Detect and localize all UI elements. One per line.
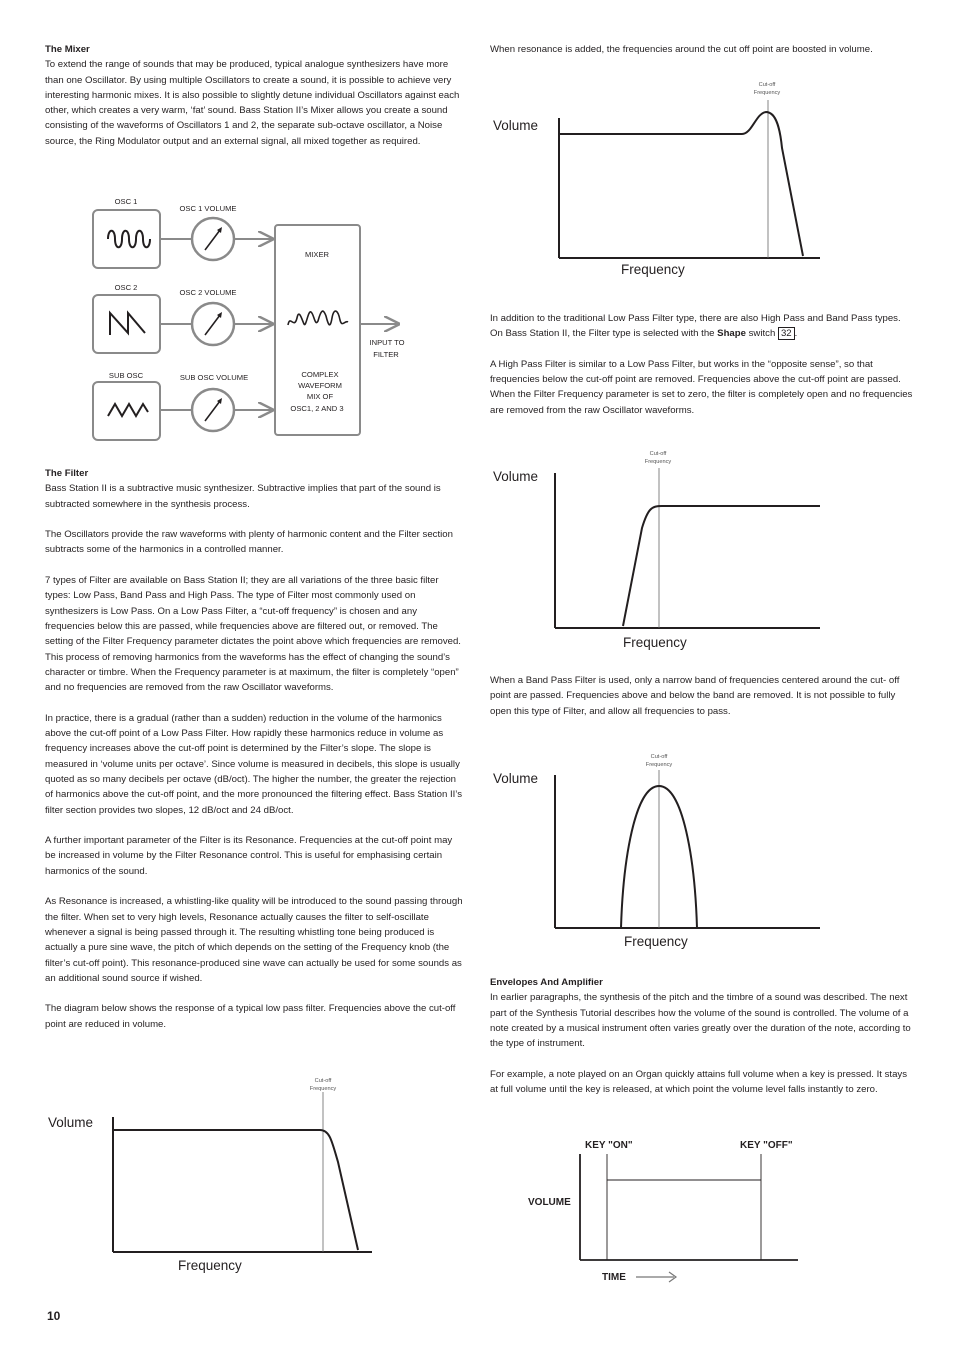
envelopes-paragraph-2: For example, a note played on an Organ quickly attains full volume when a key is pressed. It stays at full volume until the key is released, at which point the volume level falls instantly to zero. xyxy=(490,1068,908,1096)
input-line-2: FILTER xyxy=(373,350,399,359)
resonance-curve xyxy=(560,112,803,256)
volume-axis-label: Volume xyxy=(493,771,539,786)
lowpass-graph xyxy=(40,1072,380,1277)
lowpass-curve xyxy=(114,1130,358,1250)
volume-axis-label: Volume xyxy=(493,118,539,133)
osc1-label: OSC 1 xyxy=(114,197,138,206)
mixer-body: To extend the range of sounds that may be produced, typical analogue synthesizers have more than one Oscillator. By using multiple Oscillators to create a sound, it is possible to achieve very interesting harmonic mixes. It is also possible to slightly detune individual Oscillators against each other, which creates a very warm, ‘fat’ sound. Bass Station II’s Mixer allows you create a sound consisting of the waveforms of Oscillators 1 and 2, the separate sub-octave oscillator, a Noise source, the Ring Modulator output and an external signal, all mixed together as required. xyxy=(45,59,460,147)
filter-section xyxy=(45,466,465,1047)
cutoff-label-1: Cut-off xyxy=(649,451,667,457)
filter-paragraph-5: A further important parameter of the Filter is its Resonance. Frequencies at the cut-off point may be increased in volume by the Filter Resonance control. This is useful for emphasising certain harmonics of the sound. xyxy=(45,835,453,877)
cutoff-label-2: Frequency xyxy=(753,90,781,96)
shape-paragraph: In addition to the traditional Low Pass Filter type, there are also High Pass and Band Pass types. On Bass Station II, the Filter type is selected with the Shape switch 32 . xyxy=(490,313,901,340)
complex-line-4: OSC1, 2 AND 3 xyxy=(290,404,344,413)
sub-osc-box xyxy=(93,382,160,440)
filter-type-section xyxy=(490,311,915,433)
resonance-graph xyxy=(490,78,830,283)
shape-switch-number: 32 xyxy=(778,327,795,340)
frequency-axis-label: Frequency xyxy=(178,1258,242,1273)
volume-axis-label: Volume xyxy=(493,469,539,484)
osc2-volume-label: OSC 2 VOLUME xyxy=(179,288,237,297)
filter-paragraph-7: The diagram below shows the response of a typical low pass filter. Frequencies above the cut-off point are reduced in volume. xyxy=(45,1003,456,1030)
envelopes-heading: Envelopes And Amplifier xyxy=(490,977,603,988)
complex-line-3: MIX OF xyxy=(306,392,334,401)
page-number: 10 xyxy=(47,1309,61,1323)
envelopes-section xyxy=(490,975,915,1113)
volume-axis-label: Volume xyxy=(48,1115,94,1130)
filter-paragraph-6: As Resonance is increased, a whistling-like quality will be introduced to the sound passing through the filter. When set to very high levels, Resonance actually causes the filter to self-oscillate whenever a signal is being passed through it. The resulting whistling tone being produced is actually a pure sine wave, the pitch of which depends on the setting of the Frequency knob (the filter’s cut-off point). This resonance-produced sine wave can actually be used for some sounds as an additional sound source if wished. xyxy=(45,896,463,984)
bandpass-paragraph: When a Band Pass Filter is used, only a narrow band of frequencies centered around the cut- off point are passed. Frequencies above and below the band are removed. It is not possible to fully open this type of Filter, and allow all frequencies to pass. xyxy=(490,675,900,717)
cutoff-label-1: Cut-off xyxy=(650,754,668,760)
frequency-axis-label: Frequency xyxy=(621,262,685,277)
frequency-axis-label: Frequency xyxy=(624,934,688,949)
filter-paragraph-3: 7 types of Filter are available on Bass Station II; they are all variations of the three basic filter types: Low Pass, Band Pass and High Pass. The type of Filter most commonly used on synthesizers is Low Pass. On a Low Pass Filter, a “cut-off frequency” is chosen and any frequencies below this are passed, while frequencies above are filtered out, or removed. The setting of the Filter Frequency parameter dictates the point above which frequencies are removed. This process of removing harmonics from the waveforms has the effect of changing the sound’s character or timbre. When the Frequency parameter is at maximum, the filter is completely “open” and no frequencies are removed from the raw Oscillator waveforms. xyxy=(45,575,461,694)
mixer-diagram xyxy=(80,190,430,450)
time-label: TIME xyxy=(602,1272,626,1283)
highpass-graph xyxy=(490,448,830,653)
frequency-axis-label: Frequency xyxy=(623,635,687,650)
osc2-box xyxy=(93,295,160,353)
filter-heading: The Filter xyxy=(45,468,89,479)
complex-line-2: WAVEFORM xyxy=(298,381,342,390)
cutoff-label-1: Cut-off xyxy=(314,1078,332,1084)
osc1-volume-knob xyxy=(192,218,234,260)
envelopes-paragraph-1: In earlier paragraphs, the synthesis of the pitch and the timbre of a sound was described. The next part of the Synthesis Tutorial describes how the volume of the sound is controlled. The volume of a note created by a musical instrument often varies greatly over the duration of the note, according to the type of instrument. xyxy=(490,992,911,1050)
organ-envelope-diagram xyxy=(520,1132,820,1292)
complex-line-1: COMPLEX xyxy=(301,370,339,379)
bandpass-section xyxy=(490,673,915,734)
highpass-paragraph: A High Pass Filter is similar to a Low Pass Filter, but works in the “opposite sense”, so that frequencies below the cut-off point are removed. Frequencies above the cut-off point are passed. When the Filter Frequency parameter is set to zero, the filter is completely open and no frequencies are removed from the raw Oscillator waveforms. xyxy=(490,358,913,416)
mixer-label: MIXER xyxy=(304,250,330,259)
shape-bold: Shape xyxy=(717,328,746,340)
osc2-label: OSC 2 xyxy=(114,283,138,292)
osc2-volume-knob xyxy=(192,303,234,345)
envelope-volume-label: VOLUME xyxy=(528,1197,571,1208)
filter-paragraph-1: Bass Station II is a subtractive music synthesizer. Subtractive implies that part of the sound is subtracted somewhere in the synthesis process. xyxy=(45,483,441,510)
osc1-volume-label: OSC 1 VOLUME xyxy=(179,204,237,213)
resonance-intro: When resonance is added, the frequencies around the cut off point are boosted in volume. xyxy=(490,44,873,55)
sub-osc-label: SUB OSC xyxy=(108,371,144,380)
sub-osc-volume-knob xyxy=(192,389,234,431)
cutoff-label-2: Frequency xyxy=(309,1086,337,1092)
bandpass-graph xyxy=(490,750,830,955)
mixer-heading: The Mixer xyxy=(45,44,90,55)
mixer-section xyxy=(45,42,465,164)
key-on-label: KEY "ON" xyxy=(585,1140,633,1151)
input-line-1: INPUT TO xyxy=(369,338,405,347)
key-off-label: KEY "OFF" xyxy=(740,1140,793,1151)
cutoff-label-2: Frequency xyxy=(644,459,672,465)
cutoff-label-1: Cut-off xyxy=(758,82,776,88)
sub-osc-volume-label: SUB OSC VOLUME xyxy=(179,373,249,382)
filter-paragraph-2: The Oscillators provide the raw waveforms with plenty of harmonic content and the Filter section subtracts some of the harmonics in a controlled manner. xyxy=(45,529,453,556)
cutoff-label-2: Frequency xyxy=(645,762,673,768)
filter-paragraph-4: In practice, there is a gradual (rather than a sudden) reduction in the volume of the harmonics above the cut-off point of a Low Pass Filter. How rapidly these harmonics reduce in volume as frequency increases above the cut-off point is determined by the Filter’s slope. The slope is measured in ‘volume units per octave’. Since volume is measured in decibels, this slope is usually quoted as so many decibels per octave (dB/oct). The higher the number, the greater the rejection of harmonics above the cut-off point, and the more pronounced the filtering effect. Bass Station II’s filter section provides two slopes, 12 dB/oct and 24 dB/oct. xyxy=(45,712,463,816)
highpass-curve xyxy=(623,506,820,626)
